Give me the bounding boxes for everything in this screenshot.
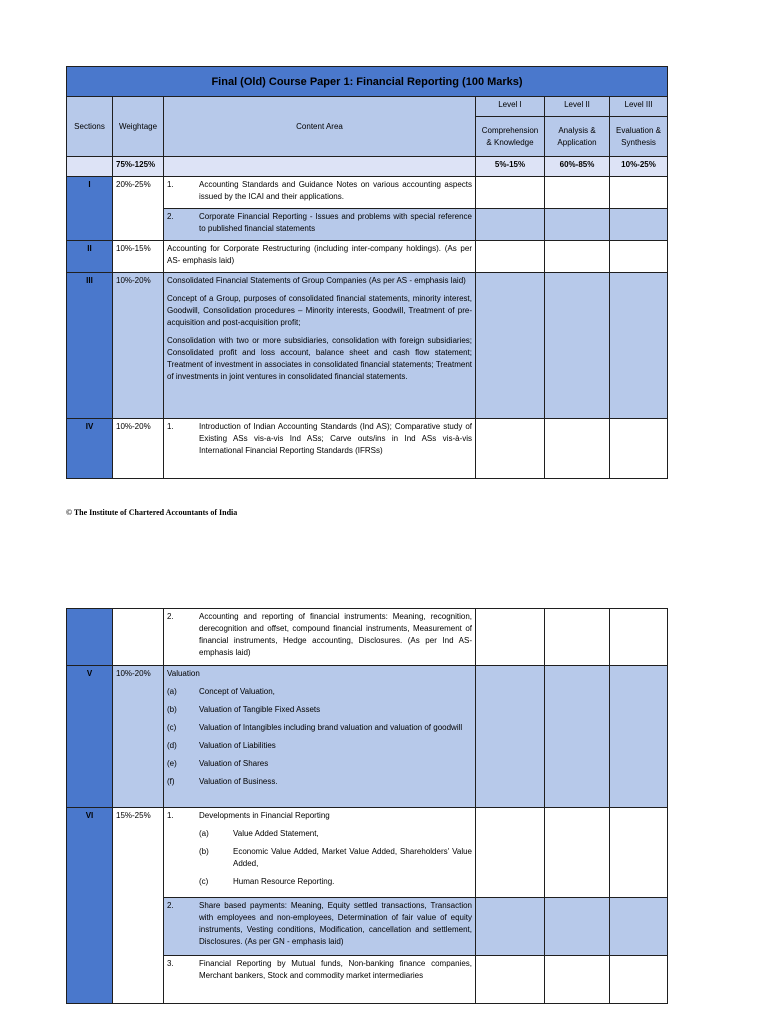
item-number: 3. [167, 959, 174, 968]
level-cell [476, 419, 545, 479]
section-weightage: 15%-25% [113, 808, 164, 1004]
content-item [164, 898, 476, 956]
level-cell [610, 209, 668, 241]
section-weightage: 20%-25% [113, 177, 164, 241]
level-cell [476, 209, 545, 241]
item-number: 2. [167, 612, 174, 621]
totals-level-2: 60%-85% [545, 157, 610, 177]
copyright-notice: © The Institute of Chartered Accountants of India [66, 508, 238, 517]
level-cell [545, 956, 610, 1004]
level-cell [545, 666, 610, 808]
item-text: Accounting Standards and Guidance Notes on various accounting aspects issued by the ICAI and their applications. [199, 180, 472, 201]
content-item [164, 609, 476, 666]
section-number-continued [67, 609, 113, 666]
item-number: (d) [167, 741, 177, 750]
level-cell [476, 898, 545, 956]
header-level-1: Level I [476, 97, 545, 117]
item-number: (a) [199, 829, 209, 838]
level-cell [610, 177, 668, 209]
level-cell [476, 666, 545, 808]
syllabus-table-part-1 [66, 66, 668, 479]
level-cell [545, 419, 610, 479]
level-cell [610, 898, 668, 956]
header-sections: Sections [67, 97, 113, 157]
totals-level-3: 10%-25% [610, 157, 668, 177]
header-level-2: Level II [545, 97, 610, 117]
item-number: (a) [167, 687, 177, 696]
level-cell [610, 956, 668, 1004]
item-text: Consolidated Financial Statements of Group Companies (As per AS - emphasis laid) [167, 276, 466, 285]
item-text: Economic Value Added, Market Value Added, Shareholders' Value Added, [233, 847, 472, 868]
header-level-1-desc: Comprehension & Knowledge [476, 117, 545, 157]
item-text: Accounting for Corporate Restructuring (including inter-company holdings). (As per AS- emphasis laid) [167, 244, 472, 265]
header-weightage: Weightage [113, 97, 164, 157]
item-number: (c) [167, 723, 177, 732]
section-weightage-continued [113, 609, 164, 666]
table-title: Final (Old) Course Paper 1: Financial Reporting (100 Marks) [67, 67, 668, 97]
item-number: (b) [167, 705, 177, 714]
item-text: Share based payments: Meaning, Equity settled transactions, Transaction with employees and non-employees, Determination of fair value of equity instruments, Vesting conditions, Modification, cancellation and settlement, Disclosures. (As per GN - emphasis laid) [199, 901, 472, 946]
level-cell [545, 898, 610, 956]
section-number: IV [67, 419, 113, 479]
section-number: III [67, 273, 113, 419]
section-number: II [67, 241, 113, 273]
content-item [164, 273, 476, 419]
item-number: (e) [167, 759, 177, 768]
item-number: 2. [167, 901, 174, 910]
level-cell [476, 609, 545, 666]
item-text: Introduction of Indian Accounting Standards (Ind AS); Comparative study of Existing ASs vis-a-vis Ind ASs; Carve outs/ins in Ind ASs vis-à-vis International Financial Reporting Standards (IFRSs) [199, 422, 472, 455]
level-cell [476, 956, 545, 1004]
content-item [164, 419, 476, 479]
item-text: Consolidation with two or more subsidiaries, consolidation with foreign subsidiaries; Consolidated profit and loss account, balance sheet and cash flow statement; Treatment of investment in associates in consolidated financial statements; Treatment of investments in joint ventures in consolidated financial statements. [167, 336, 472, 381]
content-item [164, 177, 476, 209]
level-cell [545, 273, 610, 419]
totals-level-1: 5%-15% [476, 157, 545, 177]
section-number: I [67, 177, 113, 241]
item-text: Value Added Statement, [233, 829, 319, 838]
level-cell [610, 808, 668, 898]
header-level-3-desc: Evaluation & Synthesis [610, 117, 668, 157]
content-item [164, 209, 476, 241]
item-text: Valuation of Shares [199, 759, 269, 768]
level-cell [476, 177, 545, 209]
header-level-2-desc: Analysis & Application [545, 117, 610, 157]
section-number: V [67, 666, 113, 808]
item-text: Concept of a Group, purposes of consolidated financial statements, minority interest, Goodwill, Consolidation procedures – Minority interests, Goodwill, Treatment of pre- acquisition and post-acquisition profit; [167, 294, 472, 327]
item-number: 2. [167, 212, 174, 221]
item-text: Accounting and reporting of financial instruments: Meaning, recognition, derecognition and offset, compound financial instruments, Measurement of financial instruments, Hedge accounting, Disclosures. (As per Ind AS- emphasis laid) [199, 612, 472, 657]
level-cell [476, 808, 545, 898]
item-number: 1. [167, 422, 174, 431]
level-cell [610, 419, 668, 479]
section-weightage: 10%-20% [113, 419, 164, 479]
item-text: Valuation of Intangibles including brand valuation and valuation of goodwill [199, 723, 463, 732]
item-text: Valuation of Tangible Fixed Assets [199, 705, 321, 714]
level-cell [545, 609, 610, 666]
item-number: 1. [167, 811, 174, 820]
level-cell [610, 241, 668, 273]
content-item [164, 241, 476, 273]
level-cell [610, 666, 668, 808]
item-text: Developments in Financial Reporting [199, 811, 330, 820]
item-text: Valuation of Liabilities [199, 741, 276, 750]
item-number: (b) [199, 847, 209, 856]
level-cell [545, 209, 610, 241]
item-text: Financial Reporting by Mutual funds, Non-banking finance companies, Merchant bankers, Stock and commodity market intermediaries [199, 959, 472, 980]
item-number: 1. [167, 180, 174, 189]
level-cell [545, 241, 610, 273]
header-level-3: Level III [610, 97, 668, 117]
item-text: Valuation of Business. [199, 777, 278, 786]
section-weightage: 10%-20% [113, 666, 164, 808]
level-cell [476, 241, 545, 273]
item-text: Human Resource Reporting. [233, 877, 335, 886]
header-content-area: Content Area [164, 97, 476, 157]
level-cell [610, 609, 668, 666]
level-cell [476, 273, 545, 419]
section-number: VI [67, 808, 113, 1004]
content-item [164, 666, 476, 808]
totals-content-blank [164, 157, 476, 177]
section-weightage: 10%-15% [113, 241, 164, 273]
item-number: (f) [167, 777, 175, 786]
item-text: Corporate Financial Reporting - Issues and problems with special reference to published financial statements [199, 212, 472, 233]
section-weightage: 10%-20% [113, 273, 164, 419]
content-item [164, 808, 476, 898]
level-cell [610, 273, 668, 419]
item-number: (c) [199, 877, 209, 886]
level-cell [545, 808, 610, 898]
syllabus-table-part-2 [66, 608, 668, 1004]
item-text: Concept of Valuation, [199, 687, 275, 696]
level-cell [545, 177, 610, 209]
totals-blank [67, 157, 113, 177]
content-item [164, 956, 476, 1004]
totals-weightage: 75%-125% [113, 157, 164, 177]
item-heading: Valuation [167, 669, 200, 678]
